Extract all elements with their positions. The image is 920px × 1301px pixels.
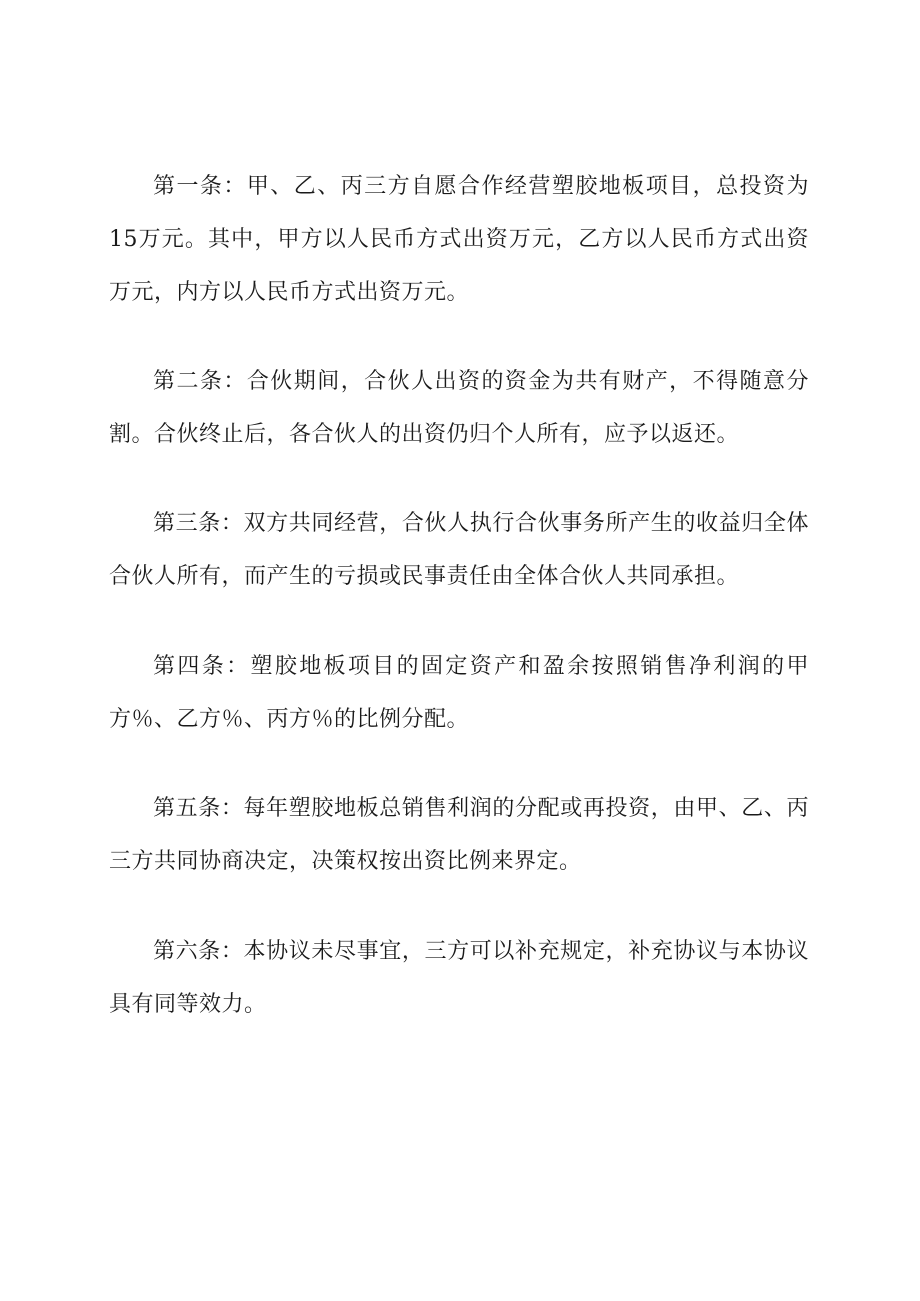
clause-3: 第三条：双方共同经营，合伙人执行合伙事务所产生的收益归全体合伙人所有，而产生的亏损或民事责任由全体合伙人共同承担。	[109, 511, 809, 589]
clause-5: 第五条：每年塑胶地板总销售利润的分配或再投资，由甲、乙、丙三方共同协商决定，决策权按出资比例来界定。	[109, 796, 809, 874]
clause-1: 第一条：甲、乙、丙三方自愿合作经营塑胶地板项目，总投资为15万元。其中，甲方以人民币方式出资万元，乙方以人民币方式出资万元，内方以人民币方式出资万元。	[109, 174, 809, 305]
clause-6: 第六条：本协议未尽事宜，三方可以补充规定，补充协议与本协议具有同等效力。	[109, 939, 809, 1017]
clause-2: 第二条：合伙期间，合伙人出资的资金为共有财产，不得随意分割。合伙终止后，各合伙人的出资仍归个人所有，应予以返还。	[109, 369, 809, 447]
clause-4: 第四条：塑胶地板项目的固定资产和盈余按照销售净利润的甲方％、乙方％、丙方％的比例分配。	[109, 654, 809, 732]
